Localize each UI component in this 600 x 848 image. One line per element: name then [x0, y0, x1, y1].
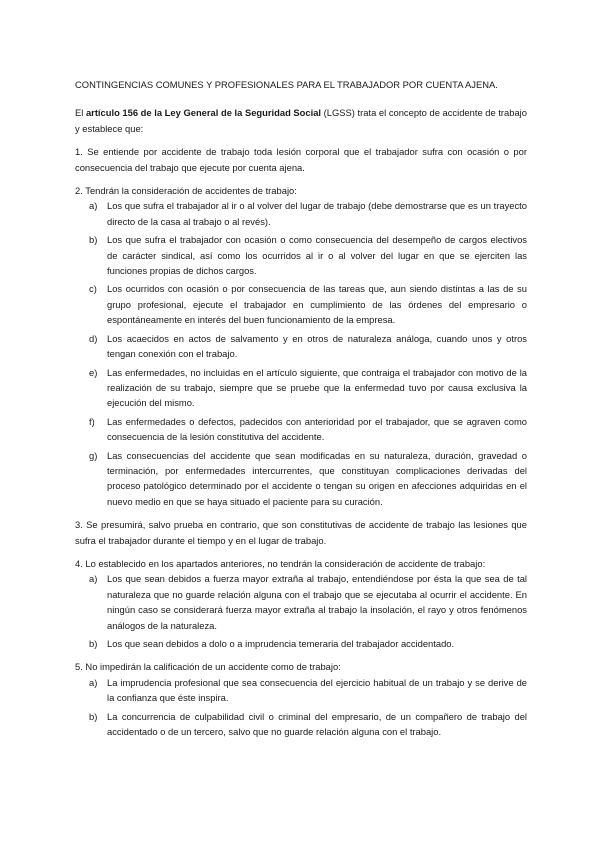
list-item-letter: c): [89, 283, 97, 295]
list-item-letter: b): [89, 234, 98, 246]
document-body: [75, 77, 527, 747]
paragraph-3: 3. Se presumirá, salvo prueba en contrario, que son constitutivas de accidente de trabajo las lesiones que sufra el trabajador durante el tiempo y en el lugar de trabajo.: [75, 519, 527, 546]
paragraph-1: 1. Se entiende por accidente de trabajo toda lesión corporal que el trabajador sufra con ocasión o por consecuencia del trabajo que ejecute por cuenta ajena.: [75, 146, 527, 173]
list-item-text: Las enfermedades o defectos, padecidos con anterioridad por el trabajador, que se agraven como consecuencia de la lesión constitutiva del accidente.: [107, 415, 527, 443]
list-item: [75, 232, 527, 278]
section-5-list: [75, 675, 527, 740]
section-4: [75, 556, 527, 651]
list-item-letter: a): [89, 676, 98, 688]
list-item-text: Los que sufra el trabajador al ir o al volver del lugar de trabajo (debe demostrarse que es un trayecto directo de la casa al trabajo o al revés).: [107, 200, 527, 227]
list-item-letter: d): [89, 332, 98, 344]
section-5-heading: 5. No impedirán la calificación de un accidente como de trabajo:: [75, 661, 341, 673]
section-2-list: [75, 198, 527, 509]
list-item: [75, 414, 527, 445]
intro-paragraph: [75, 105, 527, 136]
list-item-text: Los ocurridos con ocasión o por consecuencia de las tareas que, aun siendo distintas a las de su grupo profesional, ejecute el trabajador en cumplimiento de las órdenes del empresario o espontáneamente en interés del buen funcionamiento de la empresa.: [107, 283, 527, 326]
list-item-letter: b): [89, 710, 98, 722]
list-item-letter: g): [89, 449, 98, 461]
list-item-text: Las consecuencias del accidente que sean modificadas en su naturaleza, duración, gravedad o terminación, por enfermedades intercurrentes, que constituyan complicaciones derivadas del proceso patológico determinado por el accidente o tengan su origen en afecciones adquiridas en el nuevo medio en que se haya situado el paciente para su curación.: [107, 449, 527, 507]
list-item: [75, 448, 527, 510]
list-item: [75, 365, 527, 411]
list-item: [75, 636, 527, 651]
list-item-text: Los que sean debidos a dolo o a imprudencia temeraria del trabajador accidentado.: [107, 638, 455, 649]
list-item-text: La imprudencia profesional que sea consecuencia del ejercicio habitual de un trabajo y se derive de la confianza que éste inspira.: [107, 676, 527, 704]
list-item: [75, 571, 527, 633]
list-item-text: Los que sean debidos a fuerza mayor extraña al trabajo, entendiéndose por ésta la que sea de tal naturaleza que no guarde relación alguna con el trabajo que se ejecutaba al ocurrir el accidente. En ningún caso se considerará fuerza mayor extraña al trabajo la insolación, el rayo y otros fenómenos análogos de la naturaleza.: [107, 573, 527, 631]
list-item-letter: e): [89, 366, 98, 378]
list-item-text: Los que sufra el trabajador con ocasión o como consecuencia del desempeño de cargos electivos de carácter sindical, así como los ocurridos al ir o al volver del lugar en que se ejerciten las funciones propias de dichos cargos.: [107, 234, 527, 277]
list-item: [75, 675, 527, 706]
list-item: [75, 281, 527, 327]
list-item-letter: b): [89, 638, 98, 649]
list-item-letter: f): [89, 415, 95, 427]
intro-article-reference: artículo 156 de la Ley General de la Seguridad Social: [85, 107, 322, 119]
document-title: CONTINGENCIAS COMUNES Y PROFESIONALES PARA EL TRABAJADOR POR CUENTA AJENA.: [75, 79, 498, 90]
intro-suffix: (LGSS) trata el concepto de accidente de trabajo y establece que:: [75, 107, 527, 134]
list-item: [75, 331, 527, 362]
intro-prefix: El: [75, 107, 86, 119]
section-4-list: [75, 571, 527, 651]
list-item-text: Las enfermedades, no incluidas en el artículo siguiente, que contraiga el trabajador con motivo de la realización de su trabajo, siempre que se pruebe que la enfermedad tuvo por causa exclusiva la ejecución del mismo.: [107, 366, 527, 409]
list-item-text: La concurrencia de culpabilidad civil o criminal del empresario, de un compañero de trabajo del accidentado o de un tercero, salvo que no guarde relación alguna con el trabajo.: [107, 710, 527, 738]
section-2-heading: 2. Tendrán la consideración de accidentes de trabajo:: [75, 185, 297, 197]
section-5: [75, 659, 527, 739]
section-4-heading: 4. Lo establecido en los apartados anteriores, no tendrán la consideración de accidente de trabajo:: [75, 557, 486, 569]
list-item-letter: a): [89, 573, 98, 585]
list-item: [75, 709, 527, 740]
section-2: [75, 183, 527, 509]
list-item-letter: a): [89, 200, 98, 212]
list-item: [75, 198, 527, 229]
list-item-text: Los acaecidos en actos de salvamento y en otros de naturaleza análoga, cuando unos y otros tengan conexión con el trabajo.: [107, 332, 527, 360]
